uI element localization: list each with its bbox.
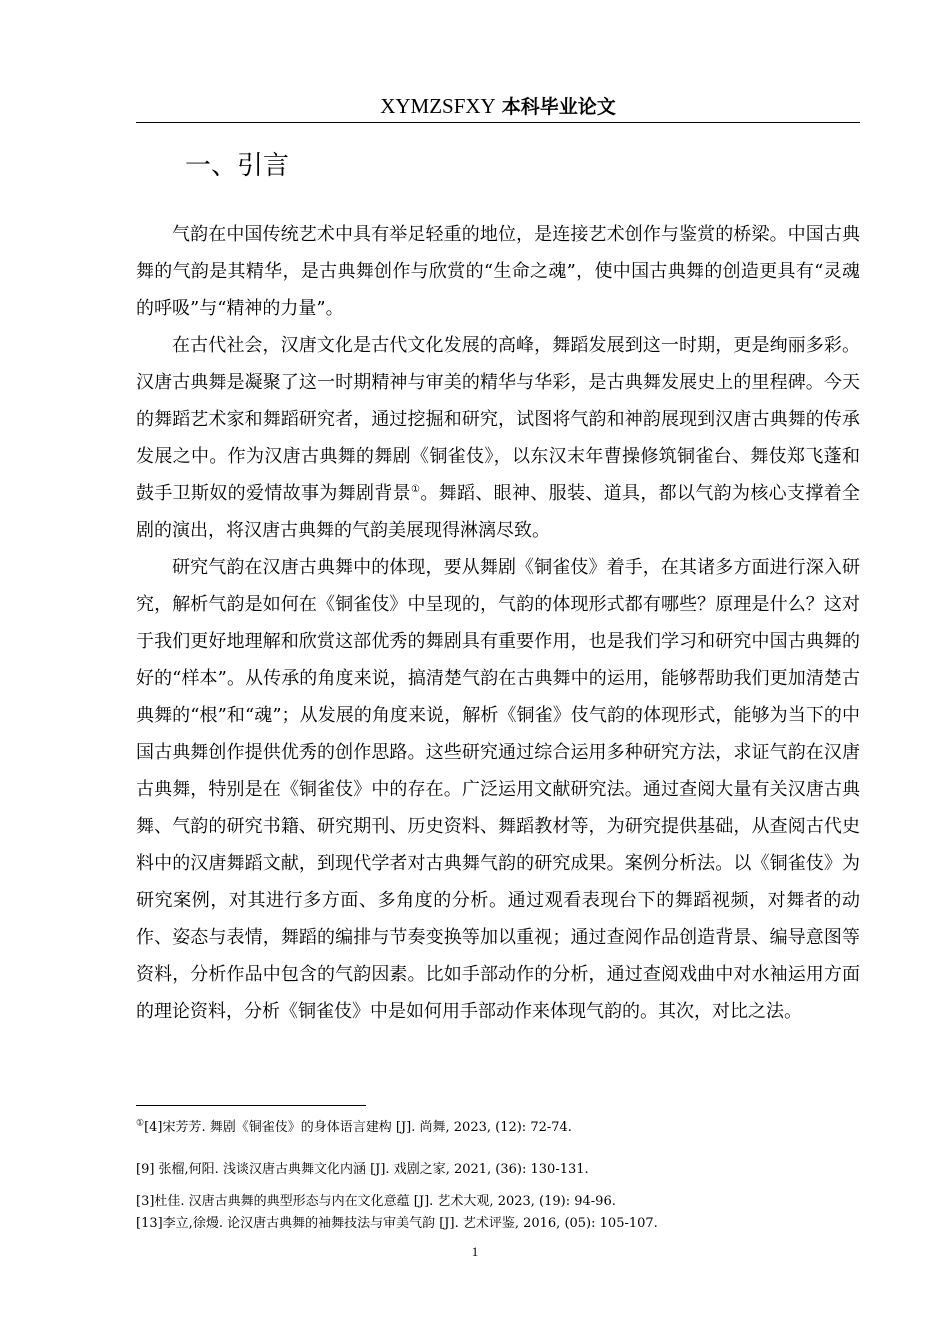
footnote-text: [3]杜佳. 汉唐古典舞的典型形态与内在文化意蕴 [J]. 艺术大观, 2023, (19): 94-96. xyxy=(136,1194,616,1209)
paragraph-2 xyxy=(136,327,860,549)
footnote-item xyxy=(136,1190,616,1209)
paragraph-1: 气韵在中国传统艺术中具有举足轻重的地位，是连接艺术创作与鉴赏的桥梁。中国古典舞的气韵是其精华，是古典舞创作与欣赏的“生命之魂”，使中国古典舞的创造更具有“灵魂的呼吸”与“精神的力量”。 xyxy=(136,224,860,319)
paragraph-2-text-before: 在古代社会，汉唐文化是古代文化发展的高峰，舞蹈发展到这一时期，更是绚丽多彩。汉唐古典舞是凝聚了这一时期精神与审美的精华与华彩，是古典舞发展史上的里程碑。今天的舞蹈艺术家和舞蹈研究者，通过挖掘和研究，试图将气韵和神韵展现到汉唐古典舞的传承发展之中。作为汉唐古典舞的舞剧《铜雀伎》，以东汉末年曹操修筑铜雀台、舞伎郑飞蓬和鼓手卫斯奴的爱情故事为舞剧背景 xyxy=(136,335,860,504)
header-latin: XYMZSFXY xyxy=(380,94,496,118)
footnote-item xyxy=(136,1158,589,1177)
body-text xyxy=(136,216,860,1030)
footnote-text: [4]宋芳芳. 舞剧《铜雀伎》的身体语言建构 [J]. 尚舞, 2023, (12): 72-74. xyxy=(144,1120,572,1135)
page-header xyxy=(136,92,860,123)
footnote-item xyxy=(136,1116,572,1135)
header-title: 本科毕业论文 xyxy=(501,96,616,118)
footnote-text: [13]李立,徐熳. 论汉唐古典舞的袖舞技法与审美气韵 [J]. 艺术评鉴, 2016, (05): 105-107. xyxy=(136,1216,658,1231)
section-title: 一、引言 xyxy=(185,151,290,181)
paragraph-3: 研究气韵在汉唐古典舞中的体现，要从舞剧《铜雀伎》着手，在其诸多方面进行深入研究，解析气韵是如何在《铜雀伎》中呈现的，气韵的体现形式都有哪些？原理是什么？这对于我们更好地理解和欣赏这部优秀的舞剧具有重要作用，也是我们学习和研究中国古典舞的好的“样本”。从传承的角度来说，搞清楚气韵在古典舞中的运用，能够帮助我们更加清楚古典舞的“根”和“魂”；从发展的角度来说，解析《铜雀》伎气韵的体现形式，能够为当下的中国古典舞创作提供优秀的创作思路。这些研究通过综合运用多种研究方法，求证气韵在汉唐古典舞，特别是在《铜雀伎》中的存在。广泛运用文献研究法。通过查阅大量有关汉唐古典舞、气韵的研究书籍、研究期刊、历史资料、舞蹈教材等，为研究提供基础，从查阅古代史料中的汉唐舞蹈文献，到现代学者对古典舞气韵的研究成果。案例分析法。以《铜雀伎》为研究案例，对其进行多方面、多角度的分析。通过观看表现台下的舞蹈视频，对舞者的动作、姿态与表情，舞蹈的编排与节奏变换等加以重视；通过查阅作品创造背景、编导意图等资料，分析作品中包含的气韵因素。比如手部动作的分析，通过查阅戏曲中对水袖运用方面的理论资料，分析《铜雀伎》中是如何用手部动作来体现气韵的。其次，对比之法。 xyxy=(136,557,860,1022)
footnote-separator xyxy=(136,1105,366,1106)
paragraph-2-text-after: 。舞蹈、眼神、服装、道具，都以气韵为核心支撑着全剧的演出，将汉唐古典舞的气韵美展现得淋漓尽致。 xyxy=(136,483,861,541)
footnote-reference[interactable]: ① xyxy=(411,484,421,495)
footnote-item xyxy=(136,1212,658,1231)
footnote-text: [9] 张榴,何阳. 浅谈汉唐古典舞文化内涵 [J]. 戏剧之家, 2021, (36): 130-131. xyxy=(136,1162,589,1177)
footnote-mark: ① xyxy=(136,1118,145,1129)
page-number: 1 xyxy=(471,1244,479,1259)
